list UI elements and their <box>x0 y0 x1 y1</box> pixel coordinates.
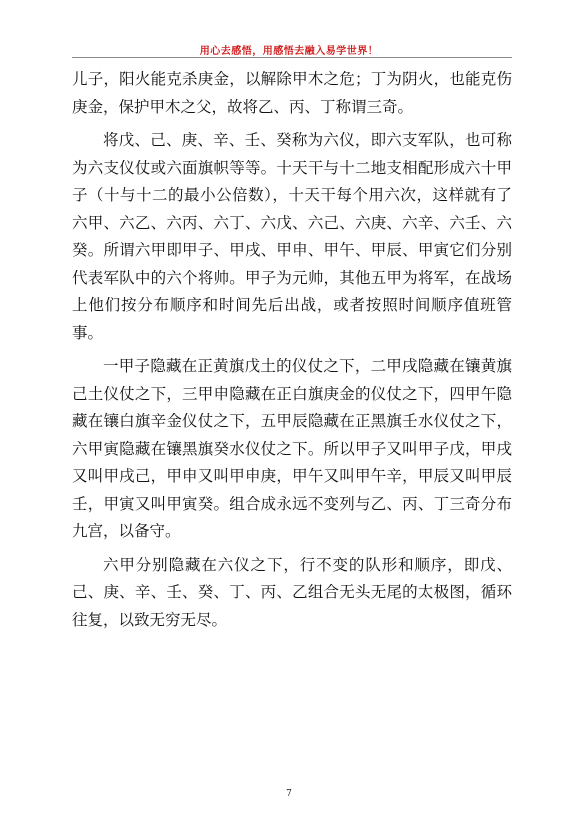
header-divider <box>72 57 512 58</box>
paragraph-six-yi: 将戊、己、庚、辛、壬、癸称为六仪，即六支军队，也可称为六支仪仗或六面旗帜等等。十天干与十二地支相配形成六十甲子（十与十二的最小公倍数），十天干每个用六次，这样就有了六甲、六乙、六丙、六丁、六戊、六己、六庚、六辛、六壬、六癸。所谓六甲即甲子、甲戌、甲申、甲午、甲辰、甲寅它们分别代表军队中的六个将帅。甲子为元帅，其他五甲为将军，在战场上他们按分布顺序和时间先后出战，或者按照时间顺序值班管事。 <box>72 131 512 342</box>
document-body <box>72 66 512 640</box>
paragraph-taiji-cycle: 六甲分别隐藏在六仪之下，行不变的队形和顺序，即戊、己、庚、辛、壬、癸、丁、丙、乙组合无头无尾的太极图，循环往复，以致无穷无尽。 <box>72 555 512 629</box>
page-number: 7 <box>286 789 292 799</box>
paragraph-continuation: 儿子，阳火能克杀庚金，以解除甲木之危；丁为阴火，也能克伤庚金，保护甲木之父，故将乙、丙、丁称谓三奇。 <box>72 70 512 116</box>
paragraph-six-jia-hidden: 一甲子隐藏在正黄旗戊土的仪仗之下，二甲戌隐藏在镶黄旗己土仪仗之下，三甲申隐藏在正白旗庚金的仪仗之下，四甲午隐藏在镶白旗辛金仪仗之下，五甲辰隐藏在正黑旗壬水仪仗之下，六甲寅隐藏在镶黑旗癸水仪仗之下。所以甲子又叫甲子戊，甲戌又叫甲戌己，甲申又叫甲申庚，甲午又叫甲午辛，甲辰又叫甲辰壬，甲寅又叫甲寅癸。组合成永远不变列与乙、丙、丁三奇分布九宫，以备守。 <box>72 357 512 540</box>
page-header: 用心去感悟，用感悟去融入易学世界！ <box>199 46 379 57</box>
